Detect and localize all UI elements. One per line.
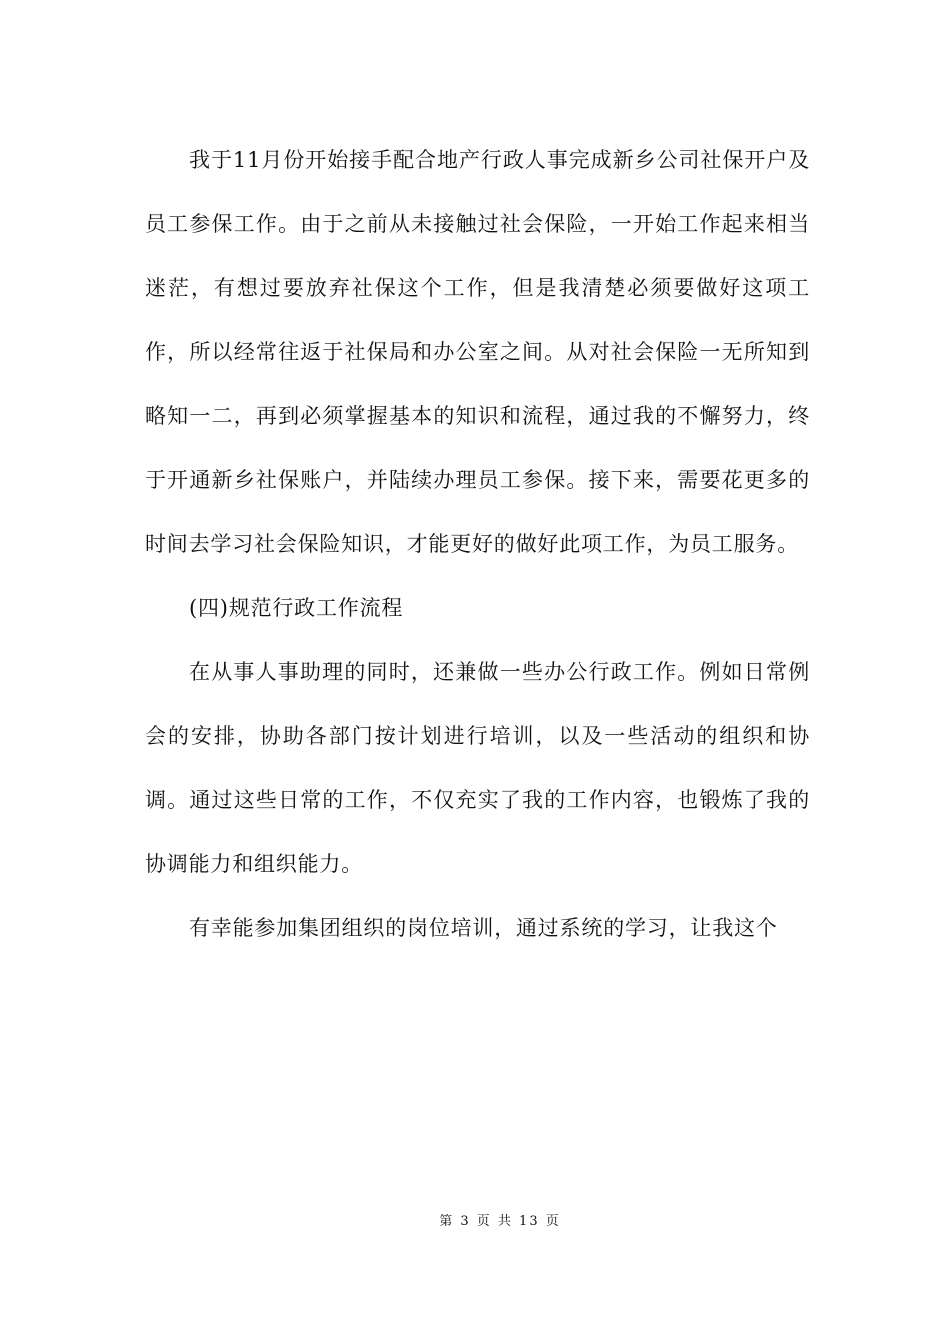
document-body bbox=[145, 128, 810, 960]
page-footer: 第 3 页 共 13 页 bbox=[439, 1214, 561, 1229]
paragraph-admin-work: 在从事人事助理的同时，还兼做一些办公行政工作。例如日常例会的安排，协助各部门按计划进行培训，以及一些活动的组织和协调。通过这些日常的工作，不仅充实了我的工作内容，也锻炼了我的协调能力和组织能力。 bbox=[145, 660, 810, 876]
paragraph-training: 有幸能参加集团组织的岗位培训，通过系统的学习，让我这个 bbox=[189, 916, 778, 940]
paragraph-social-insurance: 我于11月份开始接手配合地产行政人事完成新乡公司社保开户及员工参保工作。由于之前从未接触过社会保险，一开始工作起来相当迷茫，有想过要放弃社保这个工作，但是我清楚必须要做好这项工作，所以经常往返于社保局和办公室之间。从对社会保险一无所知到略知一二，再到必须掌握基本的知识和流程，通过我的不懈努力，终于开通新乡社保账户，并陆续办理员工参保。接下来，需要花更多的时间去学习社会保险知识，才能更好的做好此项工作，为员工服务。 bbox=[145, 148, 810, 556]
section-heading-admin-process: (四)规范行政工作流程 bbox=[189, 596, 404, 620]
